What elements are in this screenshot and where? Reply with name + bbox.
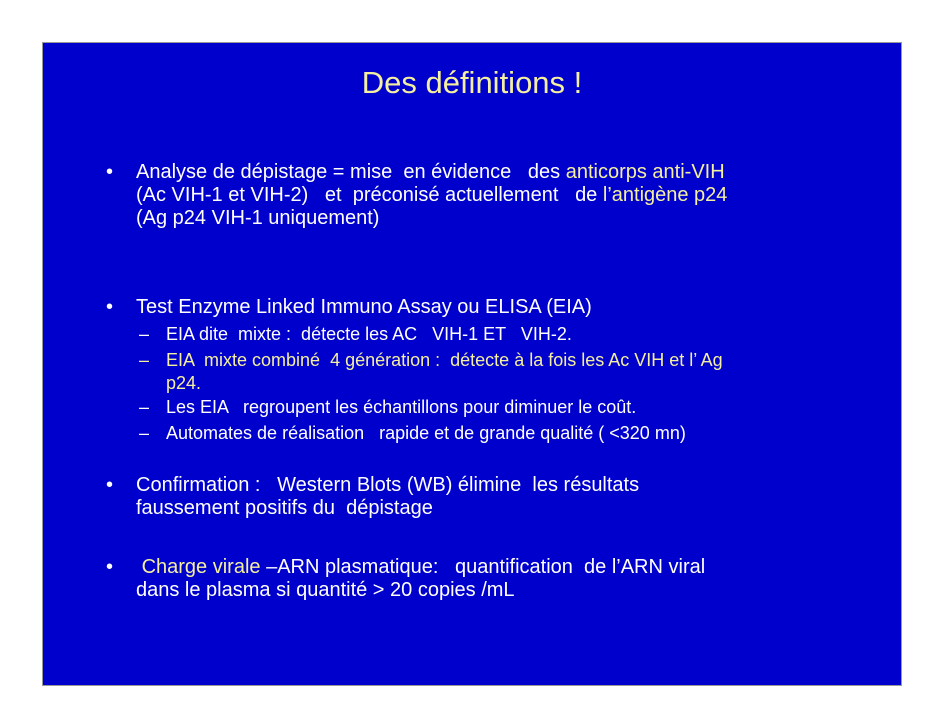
bullet-text — [136, 474, 901, 520]
body-text: dans le plasma si quantité > 20 copies /mL — [136, 579, 515, 601]
bullet-text — [136, 556, 901, 602]
bullet-text — [166, 349, 901, 395]
sub-bullet-item — [43, 349, 901, 395]
body-text: Confirmation : Western Blots (WB) élimine les résultats — [136, 474, 640, 496]
body-text: (Ac VIH-1 et VIH-2) et préconisé actuellement de — [136, 184, 603, 206]
bullet-marker-icon: • — [106, 474, 114, 496]
bullet-item — [43, 556, 901, 602]
highlighted-text: Charge virale — [141, 556, 261, 578]
body-text: Les EIA regroupent les échantillons pour diminuer le coût. — [166, 397, 637, 417]
text-line — [166, 422, 901, 445]
dash-marker-icon: – — [139, 397, 150, 417]
text-line — [166, 396, 901, 419]
text-line — [136, 296, 901, 319]
text-line — [136, 161, 901, 184]
bullet-marker-icon: • — [106, 161, 114, 183]
highlighted-text: EIA mixte combiné 4 génération : détecte à la fois les Ac VIH et l’ Ag — [166, 350, 723, 370]
text-line — [136, 474, 901, 497]
bullet-text — [166, 396, 901, 419]
text-line — [166, 372, 901, 395]
bullet-text — [136, 296, 901, 319]
bullet-item — [43, 161, 901, 230]
text-line — [136, 556, 901, 579]
sub-bullet-item — [43, 422, 901, 445]
highlighted-text: anticorps anti-VIH — [565, 161, 725, 183]
highlighted-text: p24. — [166, 373, 202, 393]
text-line — [166, 323, 901, 346]
bullet-item — [43, 296, 901, 319]
text-line — [136, 207, 901, 230]
dash-marker-icon: – — [139, 324, 150, 344]
bullet-item — [43, 474, 901, 520]
text-line — [136, 184, 901, 207]
highlighted-text: l’antigène p24 — [602, 184, 728, 206]
body-text: –ARN plasmatique: quantification de l’ARN viral — [260, 556, 706, 578]
bullet-text — [136, 161, 901, 230]
slide — [42, 42, 902, 686]
bullet-text — [166, 323, 901, 346]
sub-bullet-item — [43, 323, 901, 346]
body-text: (Ag p24 VIH-1 uniquement) — [136, 207, 380, 229]
text-line — [166, 349, 901, 372]
body-text: Automates de réalisation rapide et de grande qualité ( <320 mn) — [166, 423, 686, 443]
slide-content — [43, 161, 901, 602]
bullet-marker-icon: • — [106, 296, 114, 318]
dash-marker-icon: – — [139, 423, 150, 443]
text-line — [136, 579, 901, 602]
dash-marker-icon: – — [139, 350, 150, 370]
text-line — [136, 497, 901, 520]
body-text: faussement positifs du dépistage — [136, 497, 433, 519]
body-text: EIA dite mixte : détecte les AC VIH-1 ET VIH-2. — [166, 324, 572, 344]
bullet-text — [166, 422, 901, 445]
body-text: Test Enzyme Linked Immuno Assay ou ELISA (EIA) — [136, 296, 592, 318]
body-text: Analyse de dépistage = mise en évidence des — [136, 161, 566, 183]
sub-bullet-item — [43, 396, 901, 419]
slide-title: Des définitions ! — [361, 65, 583, 100]
bullet-marker-icon: • — [106, 556, 114, 578]
